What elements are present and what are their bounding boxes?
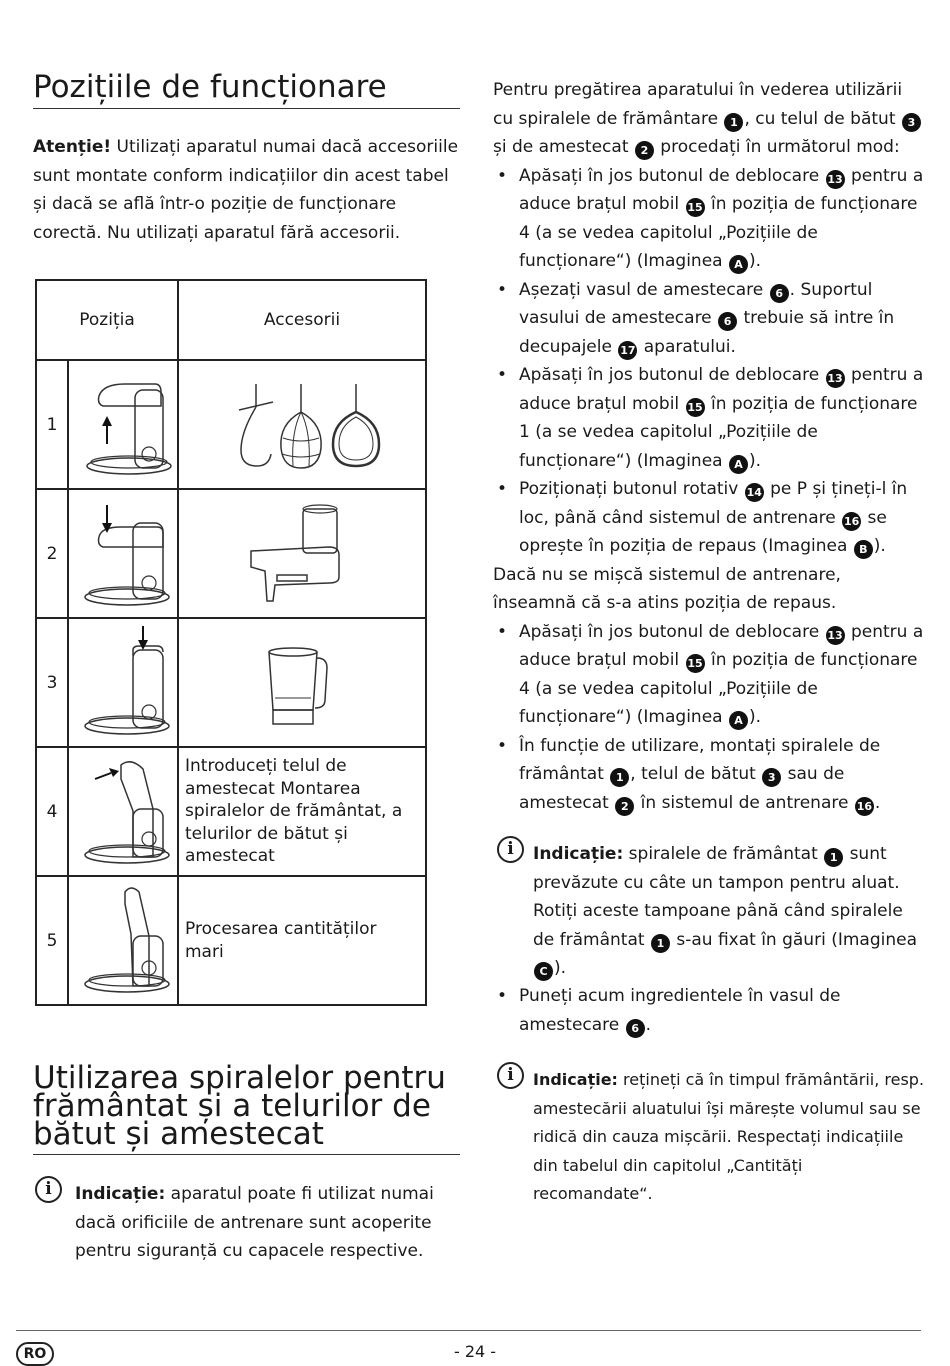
intro-text-4: procedați în următorul mod:: [654, 137, 900, 157]
page-number: - 24 -: [453, 1342, 497, 1361]
row-2-number: 2: [36, 489, 68, 618]
marker-C: C: [534, 962, 553, 981]
header-accessories: Accesorii: [178, 280, 426, 360]
row-3-accessories-image: [178, 618, 426, 747]
row-1-number: 1: [36, 360, 68, 489]
left-note-text: aparatul poate fi utilizat numai dacă orificiile de antrenare sunt acoperite pentru siguranță cu capacele respective.: [75, 1184, 434, 1261]
steps-list-2: [493, 618, 925, 818]
section-title: Utilizarea spiralelor pentru frământat și a telurilor de bătut și amestecat: [33, 1060, 446, 1152]
marker-1: 1: [651, 934, 670, 953]
marker-6: 6: [718, 312, 737, 331]
header-position: Poziția: [36, 280, 178, 360]
row-1-device-image: [68, 360, 178, 489]
language-badge: RO: [16, 1342, 54, 1366]
marker-15: 15: [686, 198, 705, 217]
marker-14: 14: [745, 483, 764, 502]
right-note-1-label: Indicație:: [533, 844, 624, 864]
row-5-text: Procesarea cantităților mari: [178, 876, 426, 1005]
list-item: • Apăsați în jos butonul de deblocare 13 pentru a aduce brațul mobil 15 în poziția de funcționare 4 (a se vedea capitolul „Pozițiile de funcționare“) (Imaginea A ).: [493, 162, 925, 276]
marker-13: 13: [826, 369, 845, 388]
right-note-2: [533, 1066, 925, 1209]
row-2-device-image: [68, 489, 178, 618]
list-item: • Așezați vasul de amestecare 6 . Suportul vasului de amestecare 6 trebuie să intre în decupajele 17 aparatului.: [493, 276, 925, 362]
marker-13: 13: [826, 626, 845, 645]
right-note-1: Indicație: spiralele de frământat 1 sunt prevăzute cu câte un tampon pentru aluat. Rotiți aceste tampoane până când spiralele de frământat 1 s-au fixat în găuri (Imaginea C ).: [533, 840, 925, 983]
section-title-rule: [33, 1154, 460, 1155]
warning-text: Utilizați aparatul numai dacă accesoriile sunt montate conform indicațiilor din acest tabel și dacă se află într-o poziție de funcționare corectă. Nu utilizați aparatul fără accesorii.: [33, 137, 459, 243]
marker-6: 6: [770, 284, 789, 303]
ingredients-step: [493, 982, 925, 1039]
marker-16: 16: [842, 512, 861, 531]
marker-A: A: [729, 711, 748, 730]
intro-paragraph: [493, 76, 925, 162]
row-5-device-image: [68, 876, 178, 1005]
right-column: [493, 76, 925, 817]
row-4-number: 4: [36, 747, 68, 876]
marker-2: 2: [615, 797, 634, 816]
info-icon: i: [35, 1176, 62, 1203]
right-note-2-text: rețineți că în timpul frământării, resp. amestecării aluatului își mărește volumul sau se ridică din cauza mișcării. Respectați indicațiile din tabelul din capitolul „Cantități recomandate“.: [533, 1070, 925, 1203]
marker-17: 17: [618, 341, 637, 360]
list-item: • În funcție de utilizare, montați spiralele de frământat 1 , telul de bătut 3 sau de amestecat 2 în sistemul de antrenare 16 .: [493, 732, 925, 818]
row-1-accessories-image: [178, 360, 426, 489]
mid-paragraph: Dacă nu se mișcă sistemul de antrenare, înseamnă că s-a atins poziția de repaus.: [493, 564, 841, 613]
marker-16: 16: [855, 797, 874, 816]
intro-text-1: Pentru pregătirea aparatului în vederea utilizării cu spiralele de frământare: [493, 80, 903, 129]
intro-text-3: și de amestecat: [493, 137, 634, 157]
marker-1: 1: [724, 113, 743, 132]
marker-3: 3: [762, 768, 781, 787]
row-5-number: 5: [36, 876, 68, 1005]
marker-15: 15: [686, 654, 705, 673]
left-note: [75, 1180, 463, 1266]
positions-table: [35, 279, 427, 1006]
info-icon: i: [497, 1062, 524, 1089]
title-rule: [33, 108, 460, 109]
list-item: • Apăsați în jos butonul de deblocare 13 pentru a aduce brațul mobil 15 în poziția de funcționare 1 (a se vedea capitolul „Pozițiile de funcționare“) (Imaginea A ).: [493, 361, 925, 475]
marker-2: 2: [635, 141, 654, 160]
left-note-label: Indicație:: [75, 1184, 166, 1204]
steps-list-1: [493, 162, 925, 561]
page-title: Pozițiile de funcționare: [33, 69, 387, 105]
row-4-text: Introduceți telul de amestecat Montarea spiralelor de frământat, a telurilor de bătut și amestecat: [178, 747, 426, 876]
marker-A: A: [729, 255, 748, 274]
footer-rule: [16, 1330, 921, 1331]
intro-text-2: , cu telul de bătut: [744, 108, 901, 129]
marker-1: 1: [824, 848, 843, 867]
right-note-2-label: Indicație:: [533, 1070, 618, 1089]
marker-13: 13: [826, 170, 845, 189]
list-item: • Poziționați butonul rotativ 14 pe P și țineți-l în loc, până când sistemul de antrenare 16 se oprește în poziția de repaus (Imaginea B ).: [493, 475, 925, 561]
info-icon: i: [497, 836, 524, 863]
list-item: • Puneți acum ingredientele în vasul de amestecare 6 .: [493, 982, 925, 1039]
marker-15: 15: [686, 398, 705, 417]
row-4-device-image: [68, 747, 178, 876]
marker-A: A: [729, 455, 748, 474]
marker-1: 1: [610, 768, 629, 787]
marker-B: B: [854, 540, 873, 559]
row-2-accessories-image: [178, 489, 426, 618]
marker-3: 3: [902, 113, 921, 132]
warning-label: Atenție!: [33, 137, 112, 157]
marker-6: 6: [626, 1019, 645, 1038]
row-3-device-image: [68, 618, 178, 747]
warning-paragraph: [33, 133, 463, 247]
row-3-number: 3: [36, 618, 68, 747]
list-item: • Apăsați în jos butonul de deblocare 13 pentru a aduce brațul mobil 15 în poziția de funcționare 4 (a se vedea capitolul „Pozițiile de funcționare“) (Imaginea A ).: [493, 618, 925, 732]
